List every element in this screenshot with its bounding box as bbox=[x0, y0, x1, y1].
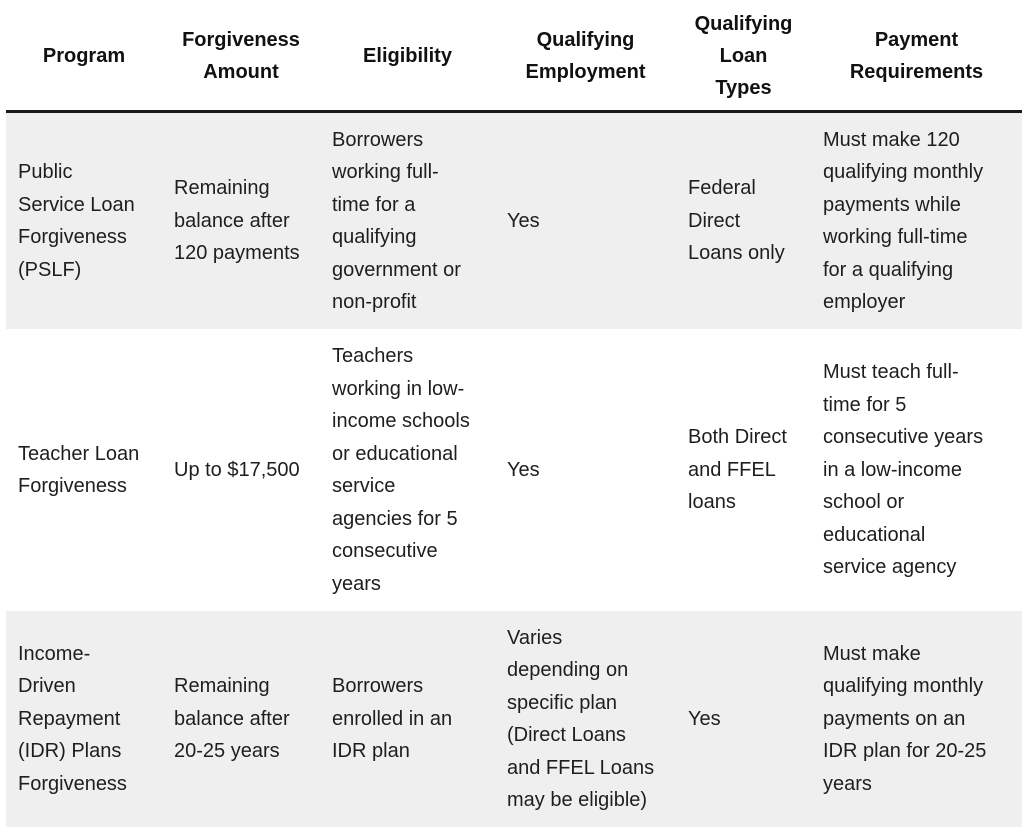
cell-line: years bbox=[332, 572, 381, 595]
cell-line: Remaining bbox=[174, 675, 270, 698]
cell-line: Teacher Loan bbox=[18, 442, 140, 465]
cell-line: Public bbox=[18, 161, 73, 183]
cell-line: IDR plan bbox=[332, 740, 410, 763]
header-program bbox=[6, 2, 162, 112]
cell-line: qualifying monthly bbox=[823, 161, 984, 183]
cell-line: Forgiveness bbox=[18, 475, 127, 497]
cell-line: Income- bbox=[18, 642, 91, 665]
cell-line: Varies bbox=[507, 626, 563, 649]
header-row bbox=[6, 2, 1022, 112]
cell-line: loans bbox=[688, 491, 736, 514]
header-line: Payment bbox=[874, 29, 959, 51]
cell-line: educational bbox=[823, 523, 926, 546]
cell-amount bbox=[162, 611, 320, 827]
cell-amount bbox=[162, 112, 320, 330]
cell-line: qualifying bbox=[332, 226, 417, 248]
cell-line: Borrowers bbox=[332, 128, 424, 151]
cell-line: (Direct Loans bbox=[507, 724, 626, 746]
table-row bbox=[6, 611, 1022, 827]
cell-line: specific plan bbox=[507, 691, 618, 714]
cell-line: enrolled in an bbox=[332, 707, 453, 730]
cell-line: Teachers bbox=[332, 345, 414, 367]
cell-line: depending on bbox=[507, 659, 629, 681]
cell-line: (PSLF) bbox=[18, 258, 82, 281]
cell-line: non-profit bbox=[332, 291, 417, 313]
cell-line: working full-time bbox=[823, 226, 968, 248]
cell-line: service agency bbox=[823, 556, 957, 579]
cell-line: consecutive bbox=[332, 540, 438, 562]
cell-line: agencies for 5 bbox=[332, 507, 458, 530]
cell-line: Federal bbox=[688, 177, 756, 200]
cell-program bbox=[6, 329, 162, 611]
table-body bbox=[6, 112, 1022, 828]
cell-line: working in low- bbox=[332, 377, 465, 400]
cell-line: Up to $17,500 bbox=[174, 458, 300, 481]
cell-line: Loans only bbox=[688, 242, 785, 265]
cell-line: and FFEL bbox=[688, 458, 776, 481]
cell-line: payments on an bbox=[823, 707, 966, 730]
cell-line: employer bbox=[823, 291, 906, 313]
cell-line: Repayment bbox=[18, 707, 121, 730]
cell-line: Must teach full- bbox=[823, 361, 959, 384]
cell-line: Both Direct bbox=[688, 426, 787, 449]
cell-line: Remaining bbox=[174, 177, 270, 200]
cell-line: for a qualifying bbox=[823, 258, 954, 281]
loan-forgiveness-table bbox=[6, 2, 1022, 827]
header-line: Forgiveness bbox=[182, 29, 300, 51]
header-line: Program bbox=[42, 45, 126, 67]
header-line: Eligibility bbox=[363, 45, 452, 67]
cell-program bbox=[6, 611, 162, 827]
cell-payment bbox=[811, 611, 1022, 827]
cell-line: qualifying monthly bbox=[823, 675, 984, 698]
cell-line: IDR plan for 20-25 bbox=[823, 740, 987, 763]
cell-line: 120 payments bbox=[174, 242, 300, 265]
header-line: Requirements bbox=[849, 61, 984, 83]
cell-line: may be eligible) bbox=[507, 789, 648, 811]
cell-line: Forgiveness bbox=[18, 772, 127, 795]
cell-loan-types bbox=[676, 611, 811, 827]
table-header bbox=[6, 2, 1022, 112]
cell-program bbox=[6, 112, 162, 330]
header-forgiveness-amount bbox=[162, 2, 320, 112]
cell-line: and FFEL Loans bbox=[507, 756, 655, 779]
cell-amount bbox=[162, 329, 320, 611]
cell-line: (IDR) Plans bbox=[18, 740, 122, 763]
header-line: Loan bbox=[719, 45, 768, 67]
cell-loan-types bbox=[676, 112, 811, 330]
cell-eligibility bbox=[320, 112, 495, 330]
cell-line: Yes bbox=[507, 458, 540, 481]
header-qualifying-loan-types bbox=[676, 2, 811, 112]
cell-line: time for 5 bbox=[823, 393, 907, 416]
header-line: Amount bbox=[203, 61, 279, 83]
cell-line: working full- bbox=[332, 161, 439, 183]
cell-line: Borrowers bbox=[332, 675, 424, 698]
cell-line: payments while bbox=[823, 193, 961, 216]
cell-line: Direct bbox=[688, 209, 741, 232]
cell-eligibility bbox=[320, 329, 495, 611]
cell-line: in a low-income bbox=[823, 458, 962, 481]
table-row bbox=[6, 329, 1022, 611]
cell-line: Driven bbox=[18, 675, 76, 698]
header-qualifying-employment bbox=[495, 2, 676, 112]
cell-employment bbox=[495, 112, 676, 330]
header-line: Types bbox=[715, 77, 772, 99]
cell-line: consecutive years bbox=[823, 426, 984, 449]
cell-line: government or bbox=[332, 258, 461, 281]
cell-line: service bbox=[332, 475, 396, 497]
cell-line: time for a bbox=[332, 193, 416, 216]
header-line: Employment bbox=[525, 61, 646, 83]
header-line: Qualifying bbox=[536, 29, 635, 51]
header-eligibility bbox=[320, 2, 495, 112]
cell-line: Must make 120 bbox=[823, 128, 960, 151]
header-payment-requirements bbox=[811, 2, 1022, 112]
cell-line: Service Loan bbox=[18, 193, 135, 216]
cell-loan-types bbox=[676, 329, 811, 611]
cell-line: or educational bbox=[332, 442, 458, 465]
cell-line: balance after bbox=[174, 707, 290, 730]
cell-employment bbox=[495, 611, 676, 827]
cell-payment bbox=[811, 112, 1022, 330]
cell-line: school or bbox=[823, 491, 905, 514]
cell-employment bbox=[495, 329, 676, 611]
cell-line: Yes bbox=[507, 209, 540, 232]
cell-line: Forgiveness bbox=[18, 226, 127, 248]
header-line: Qualifying bbox=[694, 13, 793, 35]
cell-eligibility bbox=[320, 611, 495, 827]
cell-line: Must make bbox=[823, 642, 921, 665]
cell-payment bbox=[811, 329, 1022, 611]
cell-line: income schools bbox=[332, 410, 470, 432]
cell-line: years bbox=[823, 772, 872, 795]
cell-line: Yes bbox=[688, 707, 721, 730]
cell-line: balance after bbox=[174, 209, 290, 232]
cell-line: 20-25 years bbox=[174, 740, 280, 763]
table-row bbox=[6, 112, 1022, 330]
